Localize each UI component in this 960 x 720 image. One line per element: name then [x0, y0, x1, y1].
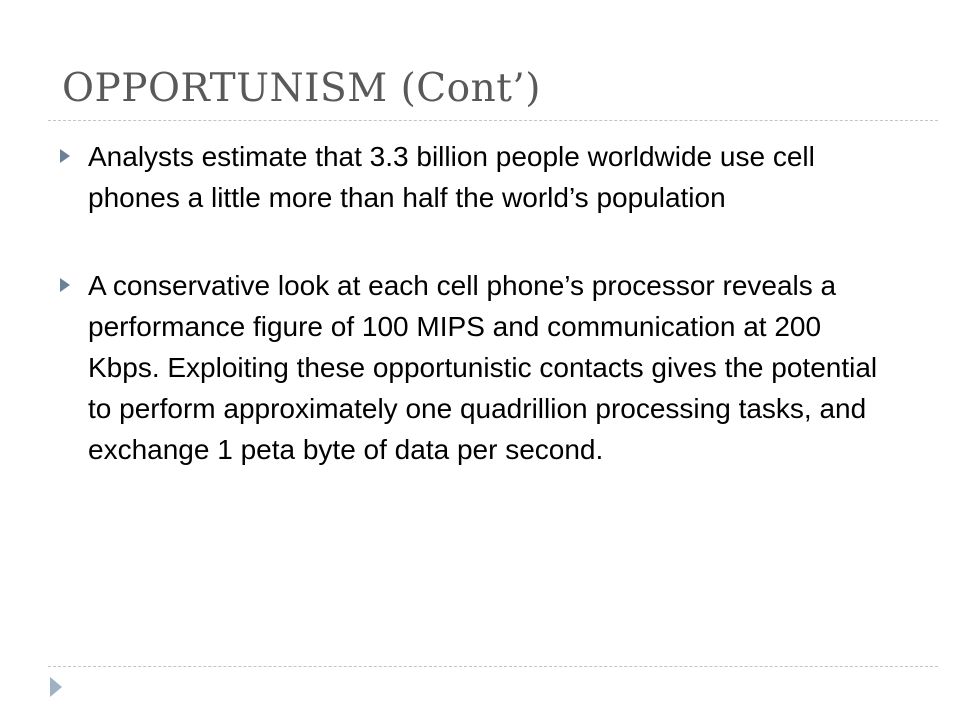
bullet-item: [58, 265, 898, 470]
bullet-text: A conservative look at each cell phone’s processor reveals a performance figure of 100 MIPS and communication at 200 Kbps. Exploiting these opportunistic contacts gives the potential to perform approximately one quadrillion processing tasks, and exchange 1 peta byte of data per second.: [88, 270, 878, 465]
triangle-right-icon: [60, 278, 70, 292]
triangle-right-icon: [60, 149, 70, 163]
bullet-text: Analysts estimate that 3.3 billion people worldwide use cell phones a little more than half the world’s population: [88, 141, 815, 213]
bottom-divider: [48, 666, 938, 667]
bullet-item: [58, 136, 898, 218]
bullet-list: [58, 136, 898, 470]
play-arrow-icon[interactable]: [50, 677, 62, 697]
top-divider: [48, 120, 938, 121]
slide-title: OPPORTUNISM (Cont’): [62, 66, 542, 111]
